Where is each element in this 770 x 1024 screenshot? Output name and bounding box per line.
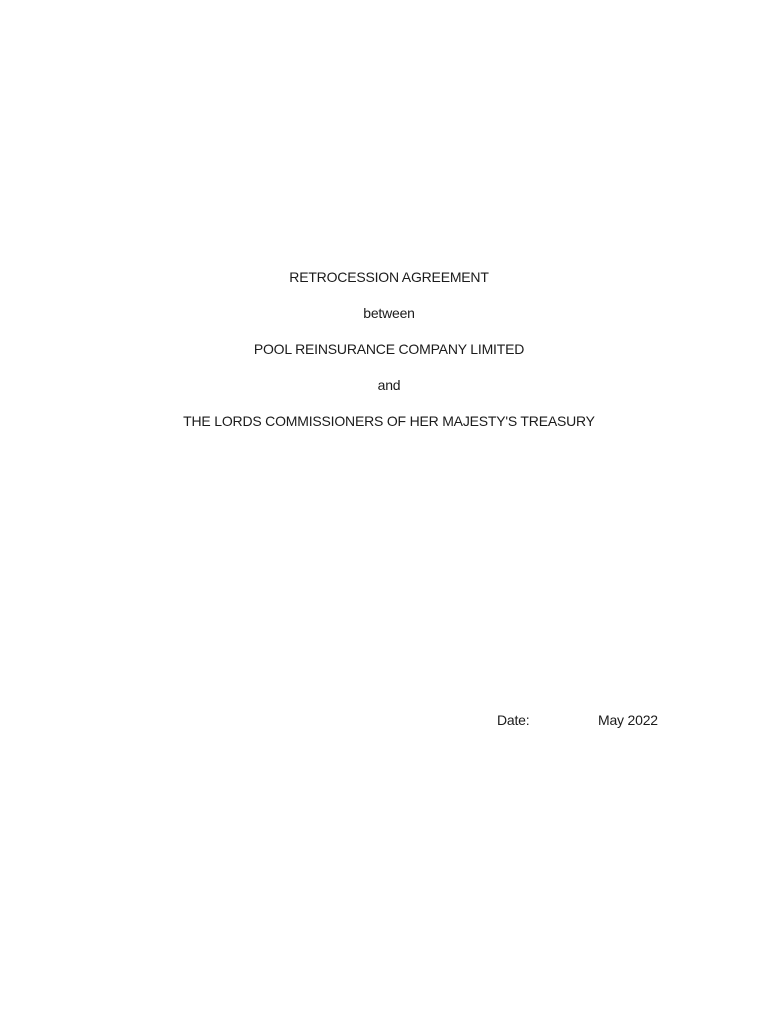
and-line: and — [377, 377, 401, 393]
party-two-name: THE LORDS COMMISSIONERS OF HER MAJESTY'S TREASURY — [183, 413, 595, 429]
title-block — [4, 259, 770, 439]
party-one-name: POOL REINSURANCE COMPANY LIMITED — [253, 341, 525, 357]
date-line — [0, 702, 770, 738]
date-value: May 2022 — [598, 712, 658, 728]
document-title: RETROCESSION AGREEMENT — [289, 269, 489, 285]
between-line: between — [363, 305, 415, 321]
date-label: Date: — [497, 712, 530, 728]
